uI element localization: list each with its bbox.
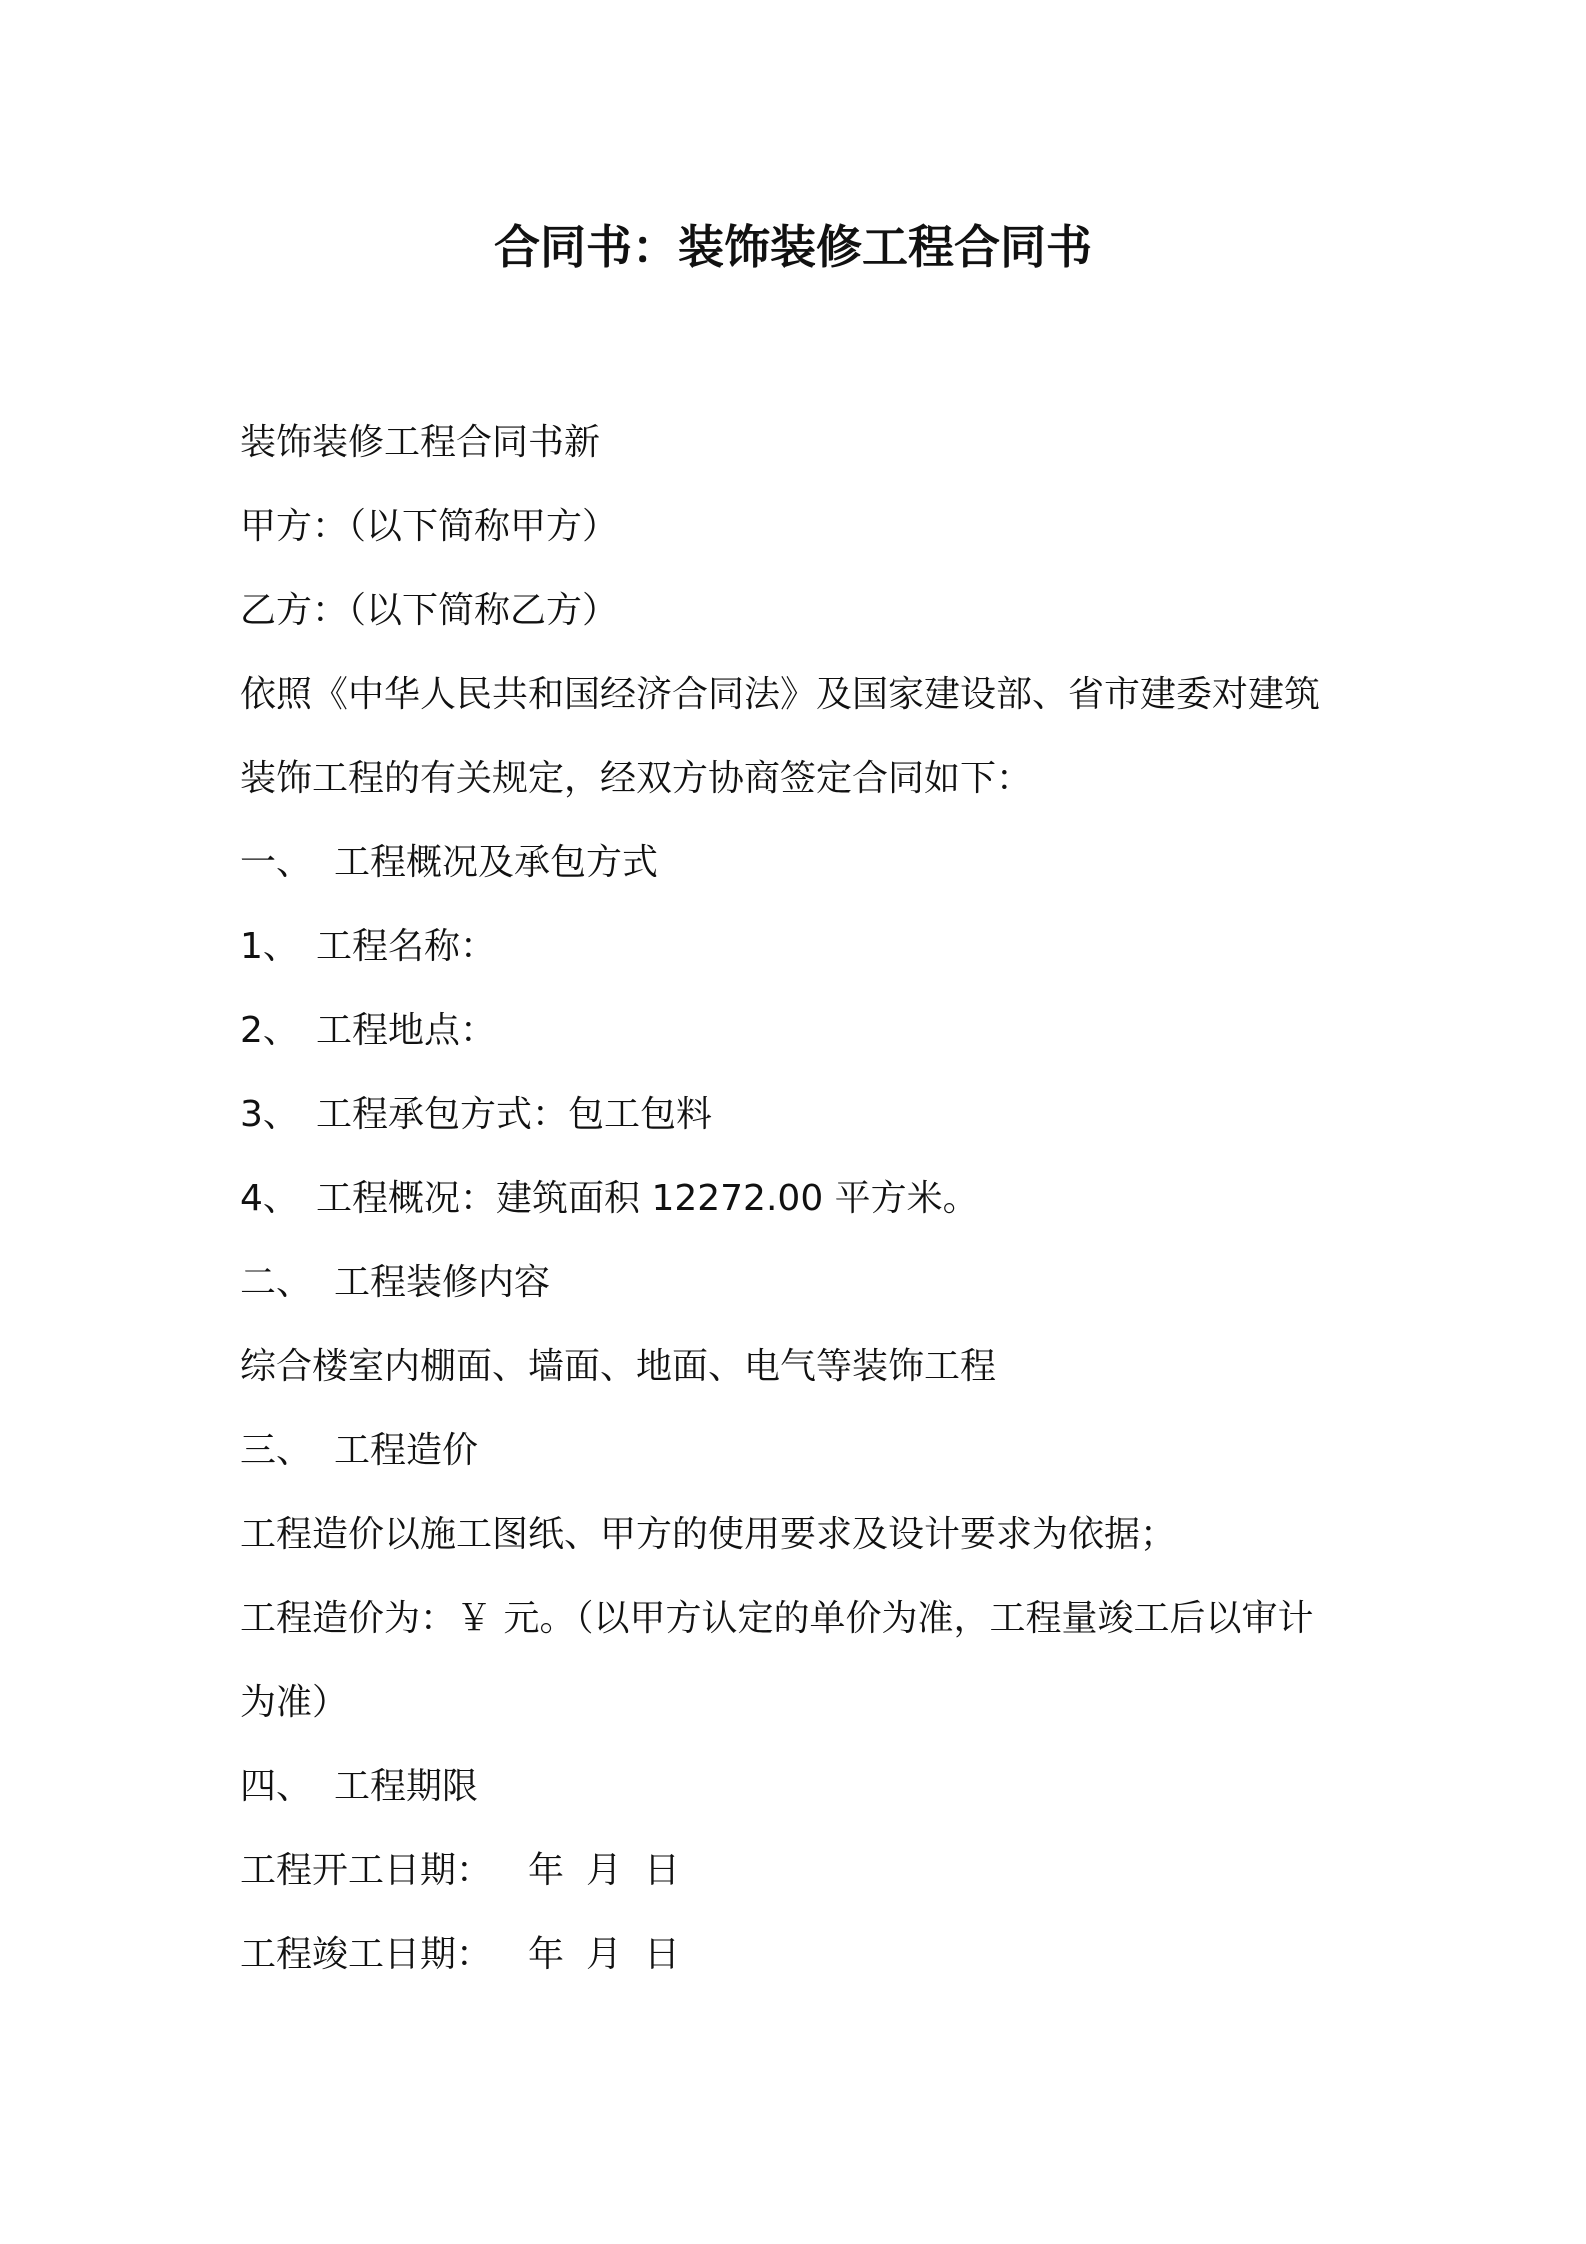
start-month: 月 <box>586 1850 623 1891</box>
section-1-item-1 <box>240 905 1360 989</box>
document-body <box>240 401 1360 1997</box>
end-date-label: 工程竣工日期： <box>240 1934 493 1975</box>
section-2-text: 综合楼室内棚面、墙面、地面、电气等装饰工程 <box>240 1346 997 1387</box>
item-text: 工程名称： <box>316 926 497 967</box>
section-1-item-2 <box>240 989 1360 1073</box>
start-day: 日 <box>644 1850 681 1891</box>
section-1-item-4 <box>240 1157 1360 1241</box>
start-year: 年 <box>528 1850 565 1891</box>
section-1-title: 工程概况及承包方式 <box>334 842 659 883</box>
section-3-line-2: 工程造价为：￥ 元。（以甲方认定的单价为准，工程量竣工后以审计 <box>240 1598 1314 1639</box>
intro-line-1: 依照《中华人民共和国经济合同法》及国家建设部、省市建委对建筑 <box>240 674 1321 715</box>
item-number: 3、 <box>240 1094 299 1135</box>
document-subtitle: 装饰装修工程合同书新 <box>240 422 601 463</box>
item-text: 工程承包方式：包工包料 <box>316 1094 713 1135</box>
section-2-number: 二、 <box>240 1262 313 1303</box>
item-number: 2、 <box>240 1010 299 1051</box>
item-text: 工程地点： <box>316 1010 497 1051</box>
section-4-number: 四、 <box>240 1766 313 1807</box>
section-3-heading <box>240 1409 1360 1493</box>
section-4-title: 工程期限 <box>334 1766 479 1807</box>
start-date-label: 工程开工日期： <box>240 1850 493 1891</box>
section-3-line-1: 工程造价以施工图纸、甲方的使用要求及设计要求为依据； <box>240 1514 1177 1555</box>
section-3-number: 三、 <box>240 1430 313 1471</box>
section-2-title: 工程装修内容 <box>334 1262 551 1303</box>
end-month: 月 <box>586 1934 623 1975</box>
section-1-heading <box>240 821 1360 905</box>
document-title: 合同书：装饰装修工程合同书 <box>494 220 1092 274</box>
section-3-title: 工程造价 <box>334 1430 479 1471</box>
section-3-line-3: 为准） <box>240 1682 349 1723</box>
start-date-fields <box>528 1829 680 1913</box>
end-day: 日 <box>644 1934 681 1975</box>
item-text: 工程概况：建筑面积 12272.00 平方米。 <box>316 1178 979 1219</box>
party-b: 乙方：（以下简称乙方） <box>240 590 619 631</box>
end-date-line <box>240 1913 1360 1997</box>
intro-line-2: 装饰工程的有关规定，经双方协商签定合同如下： <box>240 758 1033 799</box>
section-1-item-3 <box>240 1073 1360 1157</box>
item-number: 4、 <box>240 1178 299 1219</box>
section-1-number: 一、 <box>240 842 313 883</box>
section-4-heading <box>240 1745 1360 1829</box>
end-date-fields <box>528 1913 680 1997</box>
section-2-heading <box>240 1241 1360 1325</box>
party-a: 甲方：（以下简称甲方） <box>240 506 619 547</box>
end-year: 年 <box>528 1934 565 1975</box>
start-date-line <box>240 1829 1360 1913</box>
item-number: 1、 <box>240 926 299 967</box>
